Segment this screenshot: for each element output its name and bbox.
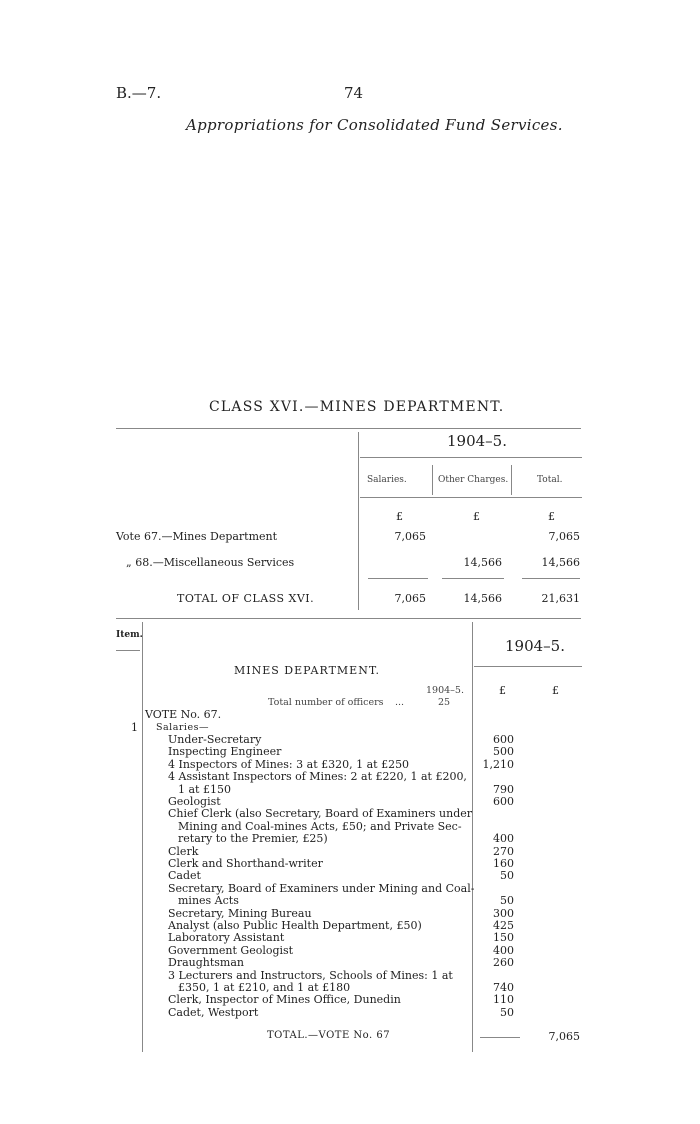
salary-line-amount: 160	[493, 857, 514, 870]
salary-line-text: Geologist	[168, 795, 221, 808]
item-column-header: Item.	[116, 630, 143, 640]
total-rule-total	[522, 578, 580, 579]
summary-total-total: 21,631	[541, 592, 580, 605]
class-title: CLASS XVI.—MINES DEPARTMENT.	[209, 399, 505, 415]
item-column-divider	[142, 622, 143, 1052]
detail-year: 1904–5.	[505, 637, 565, 655]
salary-line-text: Laboratory Assistant	[168, 931, 285, 945]
page-title: Appropriations for Consolidated Fund Services.	[186, 116, 563, 134]
salary-line-text: Chief Clerk (also Secretary, Board of Examiners under	[168, 807, 473, 821]
salary-line-text: 4 Inspectors of Mines: 3 at £320, 1 at £250	[168, 757, 410, 771]
salary-line-text: Draughtsman	[168, 956, 244, 970]
summary-col-divider-1	[432, 465, 433, 495]
salary-line-amount: 150	[493, 931, 514, 945]
item-number: 1	[131, 721, 138, 734]
vote-label: VOTE No. 67.	[145, 708, 222, 721]
salary-line-amount: 400	[493, 943, 514, 957]
salaries-heading: Salaries—	[156, 722, 209, 733]
salary-line-amount: 270	[493, 844, 514, 858]
officers-label: Total number of officers	[268, 697, 384, 708]
pound-total: £	[548, 510, 555, 523]
officers-year: 1904–5.	[426, 685, 464, 696]
salary-line-text: retary to the Premier, £25)	[178, 832, 328, 846]
col-total-header: Total.	[537, 475, 563, 485]
salary-line-text: Secretary, Board of Examiners under Mining and Coal-	[168, 881, 475, 895]
summary-col-divider-2	[511, 465, 512, 495]
pound-salaries: £	[396, 510, 403, 523]
salary-line-text: 3 Lecturers and Instructors, Schools of Mines: 1 at	[168, 968, 453, 982]
officers-dots: ...	[395, 697, 405, 708]
salary-line-amount: 600	[493, 795, 514, 808]
salary-line-amount: 50	[500, 869, 514, 883]
salary-line-text: Clerk and Shorthand-writer	[168, 857, 323, 870]
salary-line-amount: 790	[493, 782, 514, 796]
salary-line-amount: 500	[493, 745, 514, 759]
col-salaries-header: Salaries.	[367, 475, 407, 485]
salary-line-text: Government Geologist	[168, 943, 294, 957]
salary-line-text: Inspecting Engineer	[168, 745, 282, 759]
salary-line-amount: 50	[500, 894, 514, 908]
salary-line-amount: 50	[500, 1005, 514, 1019]
salary-line-amount: 400	[493, 832, 514, 846]
department-title: MINES DEPARTMENT.	[234, 664, 381, 677]
salary-line-text: mines Acts	[178, 894, 239, 908]
salary-line-text: Cadet	[168, 869, 201, 883]
salary-line-text: 4 Assistant Inspectors of Mines: 2 at £220, 1 at £200,	[168, 770, 467, 784]
detail-year-rule	[474, 666, 582, 667]
summary-row-salaries: 7,065	[394, 530, 426, 543]
vote-total-value: 7,065	[548, 1030, 580, 1043]
total-rule-salaries	[368, 578, 428, 579]
salary-line-text: Mining and Coal-mines Acts, £50; and Private Sec-	[178, 819, 462, 833]
item-header-rule	[116, 650, 140, 651]
vote-total-label: TOTAL.—VOTE No. 67	[267, 1030, 391, 1041]
salary-line-text: Cadet, Westport	[168, 1005, 259, 1019]
summary-year-rule	[360, 457, 582, 458]
pound-detail-2: £	[552, 684, 559, 697]
salary-line-text: £350, 1 at £210, and 1 at £180	[178, 981, 351, 994]
salary-line-text: Clerk, Inspector of Mines Office, Dunedin	[168, 993, 401, 1007]
document-code: B.—7.	[116, 84, 162, 102]
summary-year: 1904–5.	[447, 432, 507, 450]
summary-total-label: TOTAL OF CLASS XVI.	[177, 592, 315, 605]
salary-line-amount: 260	[493, 956, 514, 970]
salary-line-amount: 1,210	[482, 757, 514, 771]
amount-column-divider	[472, 622, 473, 1052]
total-rule-other	[442, 578, 504, 579]
summary-row-label: Vote 67.—Mines Department	[116, 530, 278, 543]
summary-total-salaries: 7,065	[394, 592, 426, 605]
pound-detail-1: £	[499, 684, 506, 697]
salary-line-text: Under-Secretary	[168, 733, 262, 746]
summary-row-total: 7,065	[548, 530, 580, 543]
summary-header-rule	[360, 497, 582, 498]
summary-divider	[358, 432, 359, 610]
salary-line-text: 1 at £150	[178, 782, 231, 796]
pound-other: £	[473, 510, 480, 523]
salary-line-amount: 425	[493, 919, 514, 932]
summary-total-other: 14,566	[463, 592, 502, 605]
summary-bottom-rule	[116, 618, 581, 619]
summary-row-other: 14,566	[463, 556, 502, 569]
salary-line-amount: 110	[493, 993, 514, 1007]
salary-line-text: Analyst (also Public Health Department, £50)	[168, 919, 422, 932]
summary-row-label: „ 68.—Miscellaneous Services	[126, 556, 295, 569]
salary-line-text: Clerk	[168, 844, 199, 858]
summary-row-total: 14,566	[541, 556, 580, 569]
salary-line-amount: 600	[493, 733, 514, 746]
salary-line-amount: 740	[493, 981, 514, 994]
col-other-header: Other Charges.	[438, 475, 509, 485]
salary-line-text: Secretary, Mining Bureau	[168, 906, 312, 920]
officers-count: 25	[438, 697, 451, 708]
salary-line-amount: 300	[493, 906, 514, 920]
summary-top-rule	[116, 428, 581, 429]
vote-total-rule	[480, 1037, 520, 1038]
page-number: 74	[344, 84, 364, 102]
